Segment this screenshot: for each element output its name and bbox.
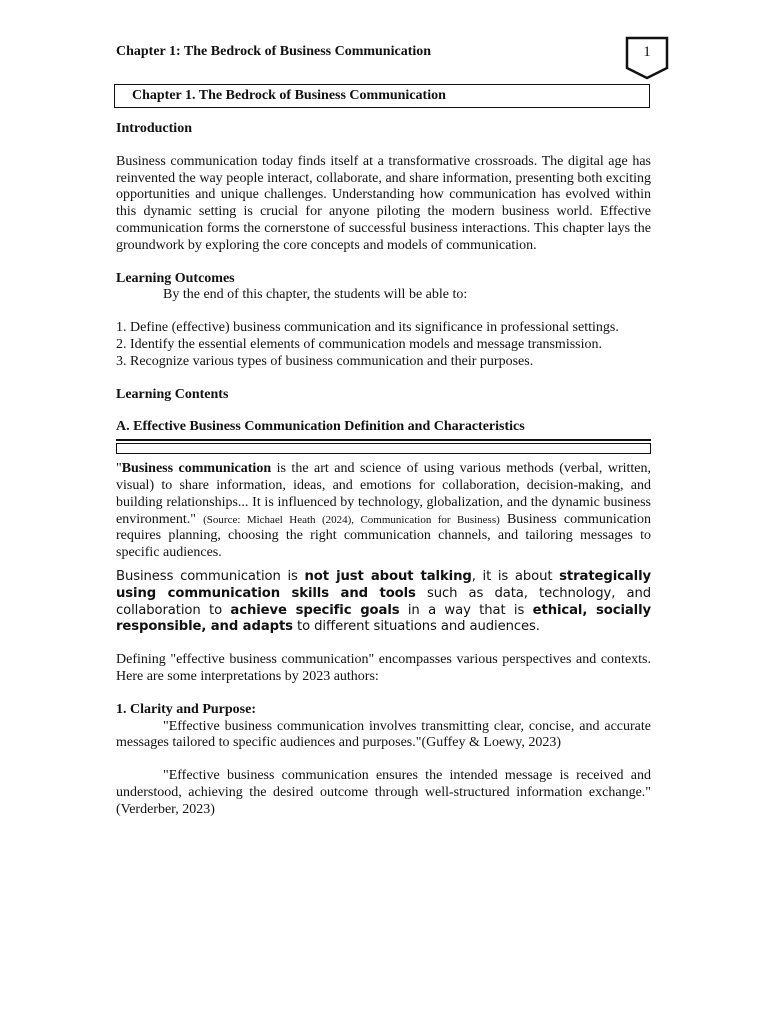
section-empty-box xyxy=(116,443,651,454)
defined-term: Business communication xyxy=(121,461,272,477)
list-item: 1. Define (effective) business communication and its significance in professional settings. xyxy=(116,320,619,336)
introduction-paragraph: Business communication today finds itself at a transformative crossroads. The digital age has reinvented the way people interact, collaborate, and share information, presenting both exciting opportunities and unique challenges. Understanding how communication has evolved within this dynamic setting is crucial for anyone piloting the modern business world. Effective communication forms the cornerstone of successful business interactions. This chapter lays the groundwork by exploring the core concepts and models of communication. xyxy=(116,153,651,253)
bold-run: ethical, socially responsible, and adapts xyxy=(116,602,651,635)
running-header: Chapter 1: The Bedrock of Business Communication xyxy=(116,44,432,59)
bold-run: strategically using communication skills and tools xyxy=(116,568,651,601)
learning-outcomes-heading: Learning Outcomes xyxy=(116,270,235,286)
clarity-heading: 1. Clarity and Purpose: xyxy=(116,701,256,717)
clarity-quote-2: "Effective business communication ensures the intended message is received and understood, achieving the desired outcome through well-structured information exchange." (Verderber, 2023) xyxy=(116,768,651,817)
text-run: to different situations and audiences. xyxy=(292,619,540,635)
bold-run: achieve specific goals xyxy=(230,602,400,618)
document-body xyxy=(116,121,651,819)
definition-paragraph xyxy=(116,461,651,562)
text-run: such as data, technology, and collaboration to xyxy=(116,585,651,618)
text-run: , it is about xyxy=(471,568,560,584)
learning-contents-heading: Learning Contents xyxy=(116,386,229,402)
section-a-title: A. Effective Business Communication Definition and Characteristics xyxy=(116,419,525,435)
section-divider xyxy=(116,439,651,441)
learning-outcomes-list xyxy=(116,320,651,370)
definition-text: is the art and science of using various methods (verbal, written, visual) to share information, ideas, and emotions for collaboration, decision-making, and building relationships... It is influenced by technology, globalization, and the dynamic business environment." xyxy=(116,461,651,527)
list-item: 2. Identify the essential elements of communication models and message transmission. xyxy=(116,336,603,352)
strategic-paragraph xyxy=(116,569,651,636)
quote-mark: " xyxy=(116,461,122,477)
bold-run: not just about talking xyxy=(304,568,472,584)
introduction-heading: Introduction xyxy=(116,121,192,136)
chapter-title-box: Chapter 1. The Bedrock of Business Communication xyxy=(114,84,650,108)
clarity-quote-1: "Effective business communication involves transmitting clear, concise, and accurate messages tailored to specific audiences and purposes."(Guffey & Loewy, 2023) xyxy=(116,718,651,751)
text-run: in a way that is xyxy=(399,602,533,618)
list-item: 3. Recognize various types of business communication and their purposes. xyxy=(116,353,534,369)
page-number-badge xyxy=(625,36,669,80)
page-number: 1 xyxy=(643,44,651,60)
defining-paragraph: Defining "effective business communication" encompasses various perspectives and contexts. Here are some interpretations by 2023 authors: xyxy=(116,652,651,684)
learning-outcomes-intro: By the end of this chapter, the students will be able to: xyxy=(163,287,468,303)
definition-follow-text: Business communication requires planning, choosing the right communication channels, and tailoring messages to specific audiences. xyxy=(116,511,651,561)
text-run: Business communication is xyxy=(116,568,305,584)
definition-source: (Source: Michael Heath (2024), Communication for Business) xyxy=(203,513,500,526)
